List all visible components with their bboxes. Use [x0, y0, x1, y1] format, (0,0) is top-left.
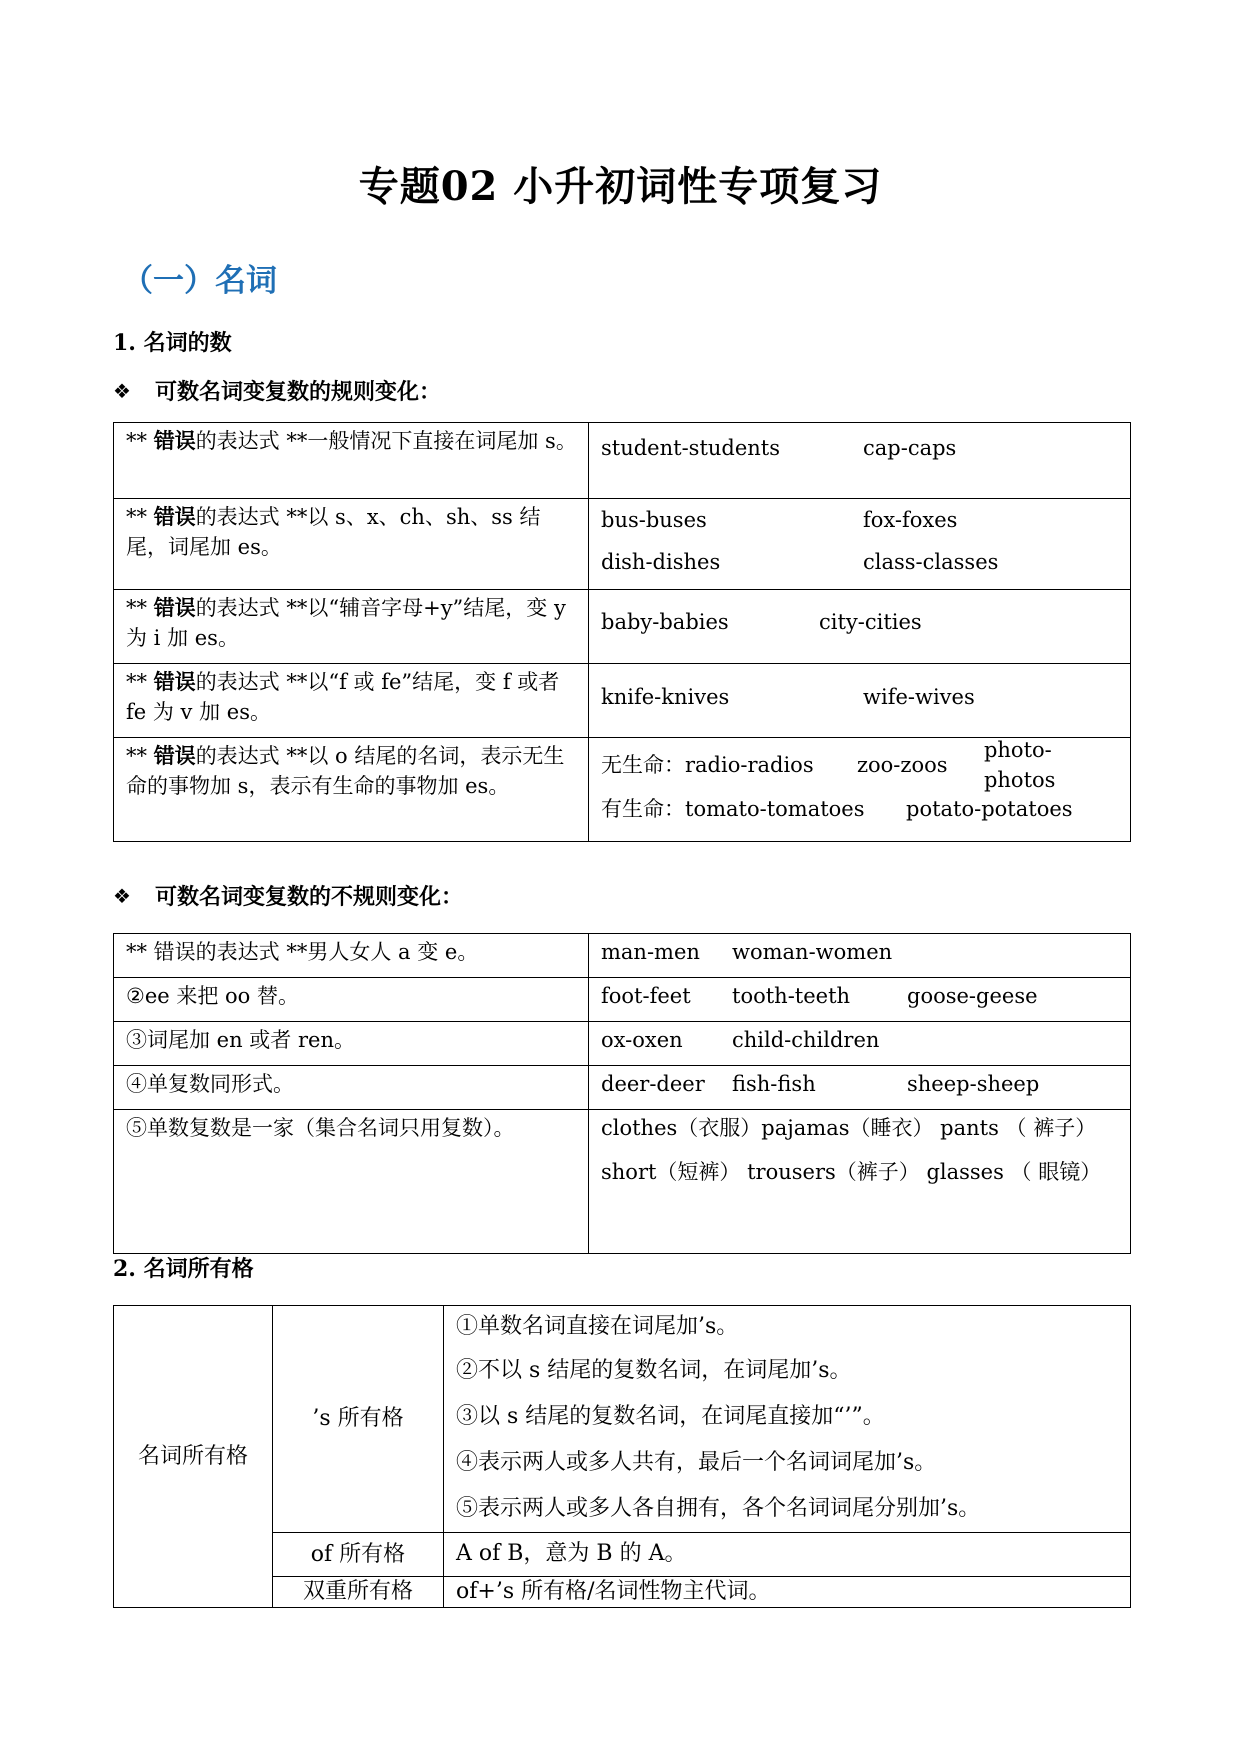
rule-cell: ** 错误的表达式 **以 o 结尾的名词，表示无生命的事物加 s，表示有生命的事物加 es。 — [114, 738, 589, 842]
rule-cell: ④单复数同形式。 — [114, 1066, 589, 1110]
rule-cell: ②ee 来把 oo 替。 — [114, 978, 589, 1022]
of-label-cell: of 所有格 — [273, 1533, 444, 1577]
rule-cell: ③词尾加 en 或者 ren。 — [114, 1022, 589, 1066]
example-cell: 无生命：radio-radios zoo-zoos photo-photos 有生命：tomato-tomatoes potato-potatoes — [589, 738, 1131, 842]
irregular-plural-table — [113, 933, 1131, 1254]
table-row — [114, 1110, 1131, 1254]
example-cell: foot-feet tooth-teeth goose-geese — [589, 978, 1131, 1022]
page-title: 专题02 小升初词性专项复习 — [358, 163, 883, 210]
rule-cell: ** 错误的表达式 **以 s、x、ch、sh、ss 结尾，词尾加 es。 — [114, 499, 589, 590]
rule-cell: ** 错误的表达式 **以“辅音字母+y”结尾，变 y 为 i 加 es。 — [114, 590, 589, 664]
diamond-bullet-icon: ❖ — [113, 378, 131, 403]
of-rule-cell: A of B，意为 B 的 A。 — [444, 1533, 1131, 1577]
bullet-label: 可数名词变复数的不规则变化： — [155, 884, 464, 910]
example-cell: ox-oxen child-children — [589, 1022, 1131, 1066]
table-row — [114, 664, 1131, 738]
s-rules-cell: ①单数名词直接在词尾加’s。 ②不以 s 结尾的复数名词，在词尾加’s。 ③以 s 结尾的复数名词，在词尾直接加“’”。 ④表示两人或多人共有，最后一个名词词尾加’s。 ⑤表示两人或多人各自拥有，各个名词词尾分别加’s。 — [444, 1306, 1131, 1533]
regular-plural-table — [113, 422, 1131, 842]
bullet-irregular — [113, 880, 463, 911]
example-cell: clothes（衣服）pajamas（睡衣） pants （ 裤子） short（短裤） trousers（裤子） glasses （ 眼镜） — [589, 1110, 1131, 1254]
double-label-cell: 双重所有格 — [273, 1577, 444, 1608]
table-row — [114, 1306, 1131, 1533]
section-heading: （一）名词 — [122, 263, 277, 299]
table-row — [114, 978, 1131, 1022]
rule-cell: ** 错误的表达式 **以“f 或 fe”结尾，变 f 或者 fe 为 v 加 es。 — [114, 664, 589, 738]
table-row — [114, 499, 1131, 590]
example-cell: baby-babies city-cities — [589, 590, 1131, 664]
table-row — [114, 934, 1131, 978]
possessive-table — [113, 1305, 1131, 1608]
example-cell: knife-knives wife-wives — [589, 664, 1131, 738]
table-row — [114, 590, 1131, 664]
bullet-label: 可数名词变复数的规则变化： — [155, 379, 442, 405]
subheading-noun-number: 1. 名词的数 — [113, 330, 232, 356]
example-cell: deer-deer fish-fish sheep-sheep — [589, 1066, 1131, 1110]
s-label-cell: ’s 所有格 — [273, 1306, 444, 1533]
rule-cell: ** 错误的表达式 **男人女人 a 变 e。 — [114, 934, 589, 978]
subheading-possessive: 2. 名词所有格 — [113, 1256, 254, 1282]
table-row — [114, 738, 1131, 842]
example-cell: man-men woman-women — [589, 934, 1131, 978]
table-row — [114, 423, 1131, 499]
table-row — [114, 1022, 1131, 1066]
rule-cell: ⑤单数复数是一家（集合名词只用复数）。 — [114, 1110, 589, 1254]
table-row — [114, 1066, 1131, 1110]
main-label-cell: 名词所有格 — [114, 1306, 273, 1608]
rule-cell: ** 错误的表达式 **一般情况下直接在词尾加 s。 — [114, 423, 589, 499]
bullet-regular — [113, 375, 441, 406]
example-cell: bus-buses fox-foxes dish-dishes class-classes — [589, 499, 1131, 590]
double-rule-cell: of+’s 所有格/名词性物主代词。 — [444, 1577, 1131, 1608]
diamond-bullet-icon: ❖ — [113, 883, 131, 908]
example-cell: student-students cap-caps — [589, 423, 1131, 499]
